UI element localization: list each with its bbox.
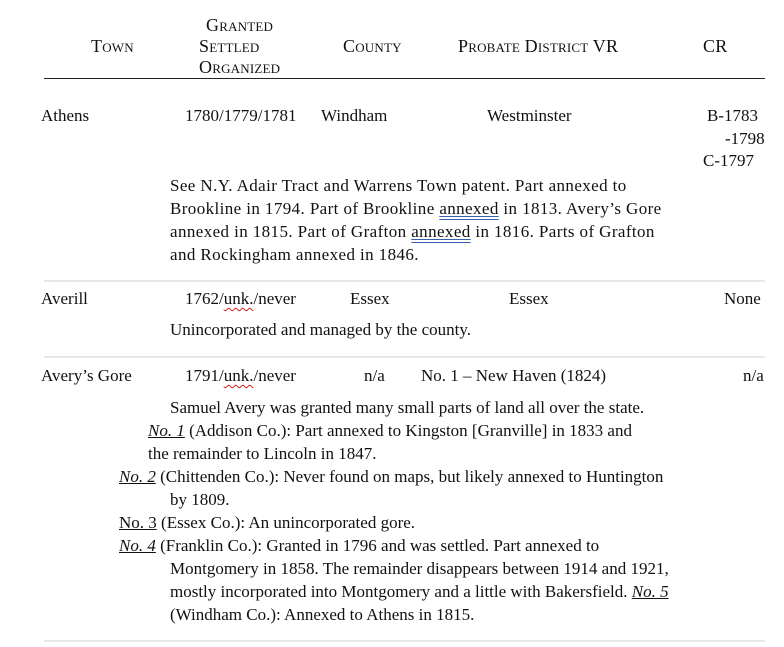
dates: 1762/unk./never [185,289,296,308]
cr-value: -1798 [725,129,765,148]
town-note: Unincorporated and managed by the county. [170,320,472,339]
gore-no2-cont: by 1809. [170,490,230,509]
gore-no1-cont: the remainder to Lincoln in 1847. [148,444,377,463]
dates: 1780/1779/1781 [185,106,297,125]
cr-value: B-1783 [707,106,758,125]
header-town: Town [91,36,134,56]
cr-value: n/a [743,366,764,385]
note-line: Brookline in 1794. Part of Brookline annexed in 1813. Avery’s Gore [170,199,662,218]
gore-no5-cont: (Windham Co.): Annexed to Athens in 1815. [170,605,475,624]
note-line: See N.Y. Adair Tract and Warrens Town patent. Part annexed to [170,176,627,195]
probate-district: Essex [509,289,549,308]
town-name: Averill [41,289,88,308]
header-county: County [343,36,402,56]
header-probate: Probate District VR [458,36,619,56]
row-divider [44,356,765,358]
probate-district: Westminster [487,106,572,125]
cr-value: None [724,289,761,308]
header-divider [44,78,765,79]
gore-no1: No. 1 (Addison Co.): Part annexed to Kingston [Granville] in 1833 and [148,421,632,440]
gore-no4-cont2: mostly incorporated into Montgomery and a little with Bakersfield. No. 5 [170,582,669,601]
note-line: annexed in 1815. Part of Grafton annexed in 1816. Parts of Grafton [170,222,655,241]
header-organized: Organized [199,57,281,77]
county: n/a [364,366,385,385]
gore-no2: No. 2 (Chittenden Co.): Never found on maps, but likely annexed to Huntington [119,467,664,486]
town-note [170,174,662,266]
header-settled: Settled [199,36,260,56]
dates: 1791/unk./never [185,366,296,385]
cr-value: C-1797 [703,151,754,170]
county: Windham [321,106,388,125]
gore-no3: No. 3 (Essex Co.): An unincorporated gore. [119,513,416,532]
row-divider [44,640,765,642]
header-granted: Granted [206,15,274,35]
gore-no4: No. 4 (Franklin Co.): Granted in 1796 and was settled. Part annexed to [119,536,600,555]
county: Essex [350,289,390,308]
header-cr: CR [703,36,728,56]
probate-district: No. 1 – New Haven (1824) [421,366,607,385]
town-name: Avery’s Gore [41,366,132,385]
row-divider [44,280,765,282]
gore-no4-cont1: Montgomery in 1858. The remainder disappears between 1914 and 1921, [170,559,669,578]
gore-intro: Samuel Avery was granted many small parts of land all over the state. [170,398,645,417]
town-name: Athens [41,106,90,125]
note-line: and Rockingham annexed in 1846. [170,245,419,264]
